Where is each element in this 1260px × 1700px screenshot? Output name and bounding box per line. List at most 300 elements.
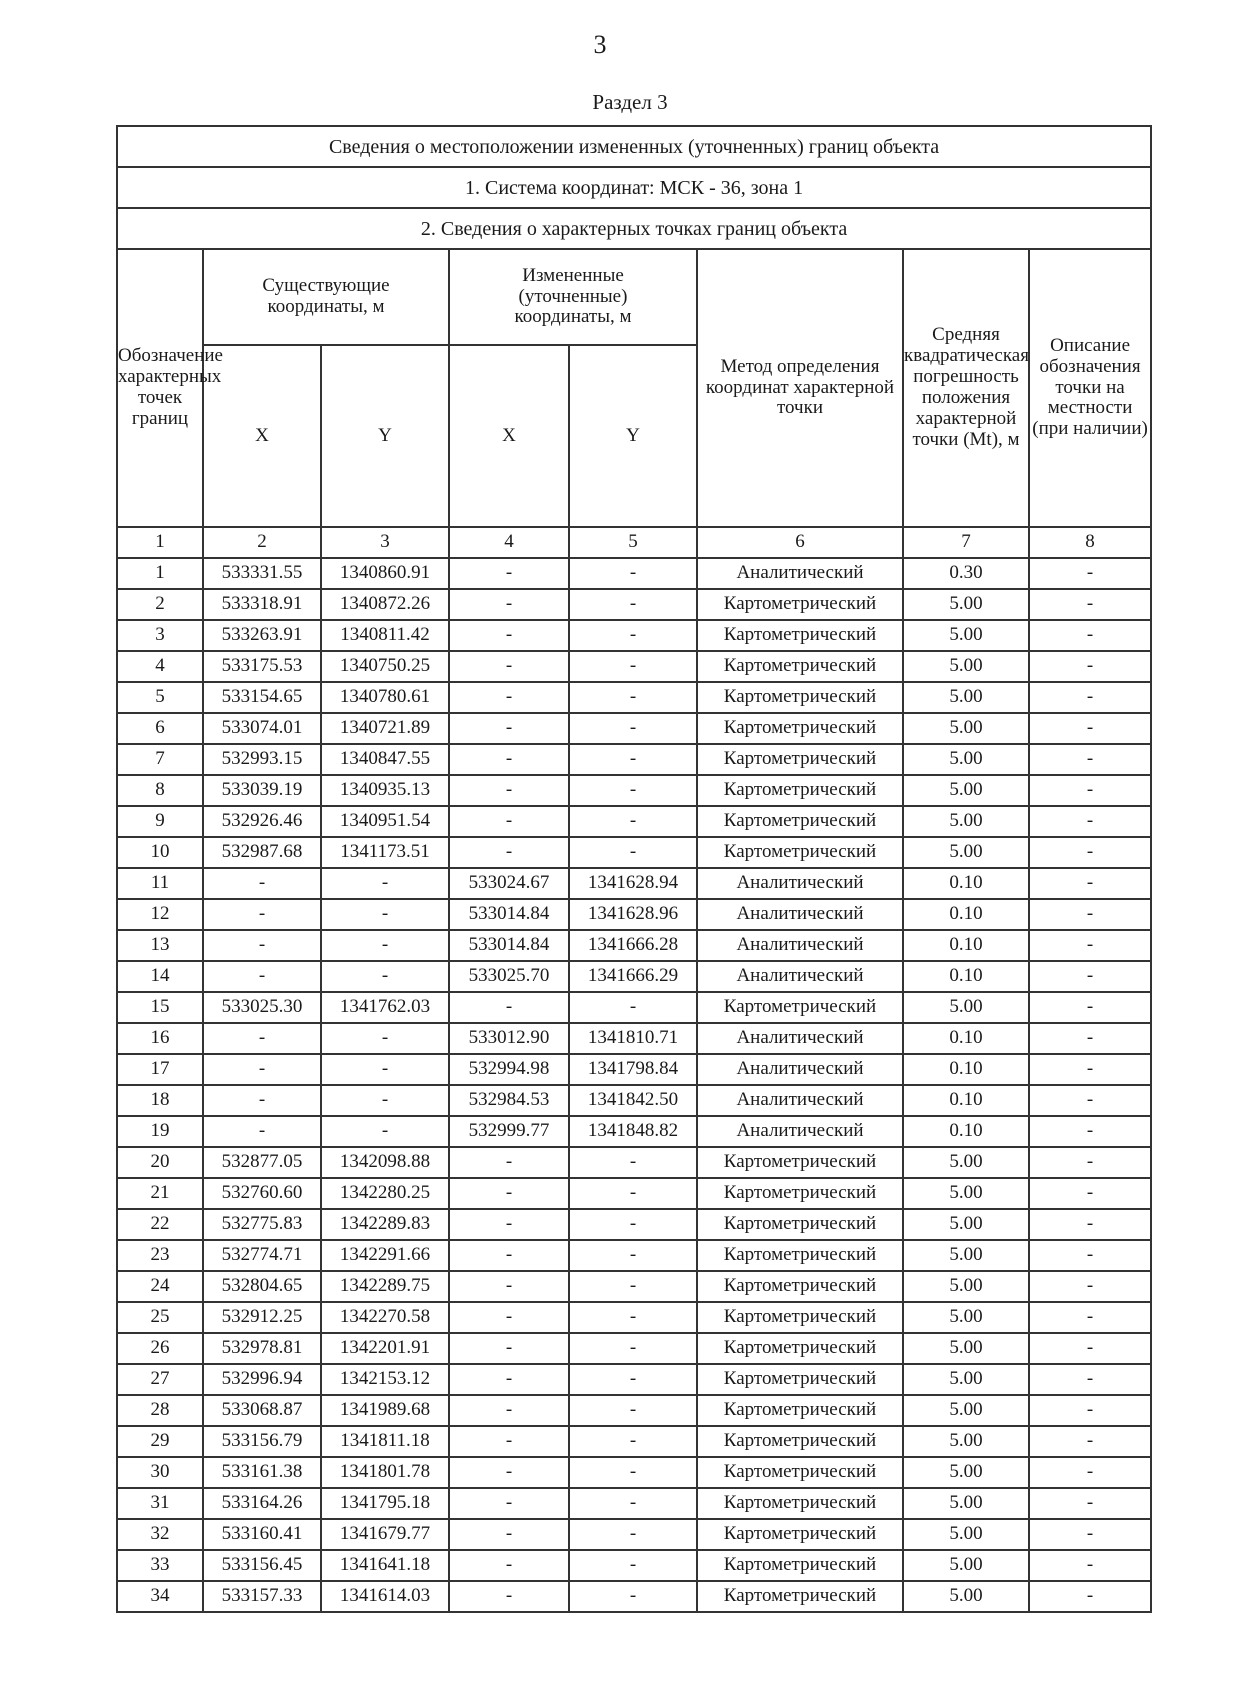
- cell-error: 5.00: [903, 589, 1029, 620]
- cell-point-id: 12: [117, 899, 203, 930]
- cell-changed-x: -: [449, 620, 569, 651]
- cell-description: -: [1029, 744, 1151, 775]
- cell-method: Картометрический: [697, 744, 903, 775]
- table-row: [117, 1581, 1151, 1612]
- cell-changed-y: 1341842.50: [569, 1085, 697, 1116]
- cell-existing-y: 1342280.25: [321, 1178, 449, 1209]
- cell-method: Картометрический: [697, 620, 903, 651]
- cell-existing-x: 532775.83: [203, 1209, 321, 1240]
- cell-existing-x: -: [203, 899, 321, 930]
- cell-method: Картометрический: [697, 837, 903, 868]
- cell-existing-x: -: [203, 930, 321, 961]
- column-number: 3: [321, 527, 449, 558]
- cell-point-id: 24: [117, 1271, 203, 1302]
- boundary-points-table: [116, 125, 1152, 1613]
- cell-description: -: [1029, 1488, 1151, 1519]
- cell-point-id: 25: [117, 1302, 203, 1333]
- cell-existing-x: 533039.19: [203, 775, 321, 806]
- cell-error: 5.00: [903, 1271, 1029, 1302]
- table-row: [117, 682, 1151, 713]
- cell-error: 5.00: [903, 1457, 1029, 1488]
- cell-changed-y: 1341628.96: [569, 899, 697, 930]
- cell-changed-x: 532994.98: [449, 1054, 569, 1085]
- cell-error: 5.00: [903, 713, 1029, 744]
- cell-point-id: 19: [117, 1116, 203, 1147]
- header-changed-x: X: [449, 345, 569, 527]
- cell-changed-y: -: [569, 1488, 697, 1519]
- cell-error: 0.30: [903, 558, 1029, 589]
- cell-existing-x: -: [203, 961, 321, 992]
- cell-changed-x: -: [449, 806, 569, 837]
- cell-point-id: 1: [117, 558, 203, 589]
- header-point-id: Обозначение характерных точек границ: [117, 249, 203, 527]
- cell-existing-y: 1342289.83: [321, 1209, 449, 1240]
- cell-description: -: [1029, 1333, 1151, 1364]
- table-title: Сведения о местоположении измененных (уточненных) границ объекта: [117, 126, 1151, 167]
- cell-existing-y: -: [321, 1054, 449, 1085]
- cell-existing-y: 1341811.18: [321, 1426, 449, 1457]
- cell-point-id: 2: [117, 589, 203, 620]
- cell-point-id: 30: [117, 1457, 203, 1488]
- cell-changed-x: -: [449, 744, 569, 775]
- cell-error: 0.10: [903, 1054, 1029, 1085]
- cell-error: 5.00: [903, 1488, 1029, 1519]
- cell-changed-y: -: [569, 744, 697, 775]
- header-changed-coordinates: Измененные (уточненные) координаты, м: [449, 249, 697, 345]
- cell-changed-x: -: [449, 1147, 569, 1178]
- cell-changed-x: -: [449, 1550, 569, 1581]
- cell-point-id: 20: [117, 1147, 203, 1178]
- cell-point-id: 26: [117, 1333, 203, 1364]
- table-row: [117, 1457, 1151, 1488]
- cell-point-id: 33: [117, 1550, 203, 1581]
- cell-existing-x: 532978.81: [203, 1333, 321, 1364]
- cell-description: -: [1029, 1457, 1151, 1488]
- cell-description: -: [1029, 1209, 1151, 1240]
- cell-existing-x: -: [203, 1054, 321, 1085]
- cell-changed-y: -: [569, 992, 697, 1023]
- cell-existing-y: 1340951.54: [321, 806, 449, 837]
- cell-error: 5.00: [903, 806, 1029, 837]
- cell-point-id: 8: [117, 775, 203, 806]
- cell-description: -: [1029, 1147, 1151, 1178]
- cell-changed-x: -: [449, 1271, 569, 1302]
- cell-existing-y: 1341762.03: [321, 992, 449, 1023]
- cell-description: -: [1029, 589, 1151, 620]
- cell-existing-x: 533154.65: [203, 682, 321, 713]
- cell-method: Аналитический: [697, 899, 903, 930]
- cell-description: -: [1029, 713, 1151, 744]
- cell-method: Аналитический: [697, 1116, 903, 1147]
- cell-point-id: 29: [117, 1426, 203, 1457]
- cell-error: 5.00: [903, 1147, 1029, 1178]
- cell-description: -: [1029, 1085, 1151, 1116]
- cell-method: Картометрический: [697, 651, 903, 682]
- cell-point-id: 5: [117, 682, 203, 713]
- cell-method: Картометрический: [697, 806, 903, 837]
- table-row: [117, 744, 1151, 775]
- cell-changed-y: -: [569, 1550, 697, 1581]
- table-row: [117, 837, 1151, 868]
- cell-error: 0.10: [903, 899, 1029, 930]
- cell-method: Картометрический: [697, 1519, 903, 1550]
- cell-point-id: 16: [117, 1023, 203, 1054]
- cell-changed-x: -: [449, 1178, 569, 1209]
- cell-changed-x: -: [449, 1302, 569, 1333]
- cell-changed-x: -: [449, 589, 569, 620]
- cell-existing-y: -: [321, 1023, 449, 1054]
- cell-description: -: [1029, 1395, 1151, 1426]
- cell-changed-y: -: [569, 558, 697, 589]
- table-row: [117, 1147, 1151, 1178]
- cell-error: 5.00: [903, 1550, 1029, 1581]
- table-row: [117, 1395, 1151, 1426]
- cell-existing-x: 533025.30: [203, 992, 321, 1023]
- cell-error: 5.00: [903, 1209, 1029, 1240]
- table-row: [117, 1054, 1151, 1085]
- cell-point-id: 23: [117, 1240, 203, 1271]
- cell-changed-y: -: [569, 1178, 697, 1209]
- cell-method: Картометрический: [697, 775, 903, 806]
- table-row: [117, 992, 1151, 1023]
- cell-method: Картометрический: [697, 1302, 903, 1333]
- table-row: [117, 1519, 1151, 1550]
- cell-changed-y: -: [569, 1147, 697, 1178]
- cell-existing-y: 1340935.13: [321, 775, 449, 806]
- cell-changed-y: -: [569, 1364, 697, 1395]
- table-row: [117, 1364, 1151, 1395]
- cell-description: -: [1029, 1023, 1151, 1054]
- table-row: [117, 1116, 1151, 1147]
- column-number-row: [117, 527, 1151, 558]
- cell-point-id: 11: [117, 868, 203, 899]
- cell-changed-y: -: [569, 651, 697, 682]
- cell-existing-x: 533175.53: [203, 651, 321, 682]
- table-row: [117, 1271, 1151, 1302]
- section-title: Раздел 3: [592, 90, 668, 114]
- cell-changed-x: -: [449, 682, 569, 713]
- cell-method: Аналитический: [697, 868, 903, 899]
- cell-existing-y: 1340780.61: [321, 682, 449, 713]
- cell-changed-y: -: [569, 1209, 697, 1240]
- cell-existing-x: 533160.41: [203, 1519, 321, 1550]
- table-row: [117, 806, 1151, 837]
- cell-error: 0.10: [903, 1023, 1029, 1054]
- cell-existing-y: -: [321, 930, 449, 961]
- cell-existing-y: 1342270.58: [321, 1302, 449, 1333]
- cell-method: Картометрический: [697, 1333, 903, 1364]
- column-number: 7: [903, 527, 1029, 558]
- cell-changed-y: -: [569, 1519, 697, 1550]
- cell-existing-x: 532996.94: [203, 1364, 321, 1395]
- cell-error: 5.00: [903, 1395, 1029, 1426]
- cell-description: -: [1029, 899, 1151, 930]
- table-row: [117, 1209, 1151, 1240]
- cell-changed-x: 533014.84: [449, 899, 569, 930]
- cell-error: 5.00: [903, 682, 1029, 713]
- cell-error: 5.00: [903, 992, 1029, 1023]
- cell-error: 0.10: [903, 1085, 1029, 1116]
- cell-method: Аналитический: [697, 558, 903, 589]
- table-row: [117, 961, 1151, 992]
- header-changed-y: Y: [569, 345, 697, 527]
- cell-changed-y: -: [569, 806, 697, 837]
- header-existing-x: X: [203, 345, 321, 527]
- cell-method: Картометрический: [697, 1581, 903, 1612]
- cell-point-id: 31: [117, 1488, 203, 1519]
- cell-point-id: 4: [117, 651, 203, 682]
- table-row: [117, 1178, 1151, 1209]
- column-number: 2: [203, 527, 321, 558]
- cell-point-id: 9: [117, 806, 203, 837]
- cell-existing-y: -: [321, 961, 449, 992]
- cell-error: 0.10: [903, 961, 1029, 992]
- cell-existing-x: 533164.26: [203, 1488, 321, 1519]
- cell-description: -: [1029, 651, 1151, 682]
- cell-method: Аналитический: [697, 930, 903, 961]
- cell-error: 5.00: [903, 775, 1029, 806]
- cell-description: -: [1029, 806, 1151, 837]
- cell-existing-x: 532804.65: [203, 1271, 321, 1302]
- cell-existing-y: -: [321, 1116, 449, 1147]
- cell-error: 0.10: [903, 930, 1029, 961]
- cell-existing-x: 532926.46: [203, 806, 321, 837]
- cell-description: -: [1029, 1302, 1151, 1333]
- table-row: [117, 775, 1151, 806]
- cell-existing-x: 532993.15: [203, 744, 321, 775]
- cell-changed-y: -: [569, 620, 697, 651]
- cell-existing-x: 533074.01: [203, 713, 321, 744]
- cell-changed-x: 533014.84: [449, 930, 569, 961]
- table-row: [117, 868, 1151, 899]
- cell-existing-y: 1342098.88: [321, 1147, 449, 1178]
- page-number: 3: [593, 30, 607, 59]
- column-number: 4: [449, 527, 569, 558]
- cell-error: 5.00: [903, 1364, 1029, 1395]
- cell-changed-y: 1341798.84: [569, 1054, 697, 1085]
- cell-error: 0.10: [903, 1116, 1029, 1147]
- cell-error: 5.00: [903, 744, 1029, 775]
- header-existing-coordinates: Существующие координаты, м: [203, 249, 449, 345]
- header-method: Метод определения координат характерной точки: [697, 249, 903, 527]
- table-row: [117, 558, 1151, 589]
- table-row: [117, 1085, 1151, 1116]
- cell-existing-x: 532987.68: [203, 837, 321, 868]
- cell-existing-x: 533161.38: [203, 1457, 321, 1488]
- cell-changed-y: -: [569, 713, 697, 744]
- column-number: 5: [569, 527, 697, 558]
- cell-existing-x: 532877.05: [203, 1147, 321, 1178]
- cell-point-id: 3: [117, 620, 203, 651]
- cell-method: Картометрический: [697, 682, 903, 713]
- cell-changed-x: 532999.77: [449, 1116, 569, 1147]
- cell-error: 5.00: [903, 620, 1029, 651]
- cell-existing-y: 1341173.51: [321, 837, 449, 868]
- cell-point-id: 6: [117, 713, 203, 744]
- cell-changed-y: -: [569, 682, 697, 713]
- cell-method: Картометрический: [697, 1178, 903, 1209]
- column-number: 6: [697, 527, 903, 558]
- cell-existing-x: -: [203, 868, 321, 899]
- cell-method: Картометрический: [697, 1426, 903, 1457]
- cell-description: -: [1029, 1178, 1151, 1209]
- cell-point-id: 14: [117, 961, 203, 992]
- cell-changed-y: -: [569, 1333, 697, 1364]
- cell-point-id: 22: [117, 1209, 203, 1240]
- cell-error: 5.00: [903, 1333, 1029, 1364]
- cell-changed-x: -: [449, 1519, 569, 1550]
- cell-existing-y: 1342291.66: [321, 1240, 449, 1271]
- table-row: [117, 589, 1151, 620]
- cell-existing-y: 1340872.26: [321, 589, 449, 620]
- table-row: [117, 1550, 1151, 1581]
- cell-method: Картометрический: [697, 589, 903, 620]
- cell-changed-y: -: [569, 589, 697, 620]
- cell-changed-y: -: [569, 1240, 697, 1271]
- cell-changed-x: 533012.90: [449, 1023, 569, 1054]
- cell-point-id: 13: [117, 930, 203, 961]
- cell-existing-y: -: [321, 899, 449, 930]
- cell-error: 5.00: [903, 1426, 1029, 1457]
- cell-changed-y: 1341666.28: [569, 930, 697, 961]
- cell-method: Картометрический: [697, 1209, 903, 1240]
- cell-method: Аналитический: [697, 1054, 903, 1085]
- cell-description: -: [1029, 558, 1151, 589]
- cell-existing-y: 1340750.25: [321, 651, 449, 682]
- cell-error: 0.10: [903, 868, 1029, 899]
- cell-description: -: [1029, 620, 1151, 651]
- cell-point-id: 7: [117, 744, 203, 775]
- cell-method: Аналитический: [697, 1085, 903, 1116]
- cell-existing-y: 1340860.91: [321, 558, 449, 589]
- cell-changed-y: -: [569, 837, 697, 868]
- cell-changed-y: -: [569, 775, 697, 806]
- table-row: [117, 1023, 1151, 1054]
- cell-error: 5.00: [903, 1519, 1029, 1550]
- cell-existing-x: 532760.60: [203, 1178, 321, 1209]
- table-row: [117, 1426, 1151, 1457]
- cell-changed-y: 1341848.82: [569, 1116, 697, 1147]
- cell-existing-x: 533318.91: [203, 589, 321, 620]
- cell-method: Картометрический: [697, 1457, 903, 1488]
- cell-existing-y: 1340847.55: [321, 744, 449, 775]
- cell-point-id: 18: [117, 1085, 203, 1116]
- cell-description: -: [1029, 961, 1151, 992]
- cell-point-id: 21: [117, 1178, 203, 1209]
- table-row: [117, 899, 1151, 930]
- cell-existing-x: 533156.79: [203, 1426, 321, 1457]
- cell-error: 5.00: [903, 1581, 1029, 1612]
- cell-changed-x: -: [449, 1364, 569, 1395]
- cell-description: -: [1029, 1364, 1151, 1395]
- cell-changed-x: -: [449, 558, 569, 589]
- cell-method: Картометрический: [697, 1271, 903, 1302]
- cell-existing-y: 1341679.77: [321, 1519, 449, 1550]
- cell-method: Картометрический: [697, 1364, 903, 1395]
- header-existing-y: Y: [321, 345, 449, 527]
- table-row: [117, 1240, 1151, 1271]
- cell-point-id: 28: [117, 1395, 203, 1426]
- cell-existing-y: -: [321, 1085, 449, 1116]
- table-row: [117, 651, 1151, 682]
- cell-error: 5.00: [903, 651, 1029, 682]
- table-row: [117, 713, 1151, 744]
- cell-existing-y: 1341641.18: [321, 1550, 449, 1581]
- cell-existing-y: 1342201.91: [321, 1333, 449, 1364]
- cell-description: -: [1029, 1519, 1151, 1550]
- cell-changed-y: -: [569, 1426, 697, 1457]
- cell-changed-x: 533025.70: [449, 961, 569, 992]
- cell-point-id: 10: [117, 837, 203, 868]
- cell-error: 5.00: [903, 837, 1029, 868]
- table-row: [117, 1302, 1151, 1333]
- cell-changed-x: 532984.53: [449, 1085, 569, 1116]
- cell-method: Картометрический: [697, 1488, 903, 1519]
- cell-changed-x: -: [449, 713, 569, 744]
- cell-error: 5.00: [903, 1302, 1029, 1333]
- cell-method: Картометрический: [697, 1240, 903, 1271]
- cell-description: -: [1029, 1271, 1151, 1302]
- cell-existing-x: 532912.25: [203, 1302, 321, 1333]
- cell-changed-y: 1341810.71: [569, 1023, 697, 1054]
- column-number: 8: [1029, 527, 1151, 558]
- header-description: Описание обозначения точки на местности (при наличии): [1029, 249, 1151, 527]
- cell-description: -: [1029, 775, 1151, 806]
- cell-existing-y: 1340721.89: [321, 713, 449, 744]
- cell-changed-x: -: [449, 651, 569, 682]
- cell-changed-y: -: [569, 1302, 697, 1333]
- cell-description: -: [1029, 992, 1151, 1023]
- cell-changed-x: -: [449, 775, 569, 806]
- cell-error: 5.00: [903, 1178, 1029, 1209]
- cell-description: -: [1029, 1426, 1151, 1457]
- cell-description: -: [1029, 837, 1151, 868]
- cell-existing-x: 533068.87: [203, 1395, 321, 1426]
- cell-existing-y: 1342153.12: [321, 1364, 449, 1395]
- table-row: [117, 1333, 1151, 1364]
- cell-method: Картометрический: [697, 992, 903, 1023]
- cell-description: -: [1029, 682, 1151, 713]
- cell-description: -: [1029, 930, 1151, 961]
- cell-method: Картометрический: [697, 1395, 903, 1426]
- cell-existing-y: -: [321, 868, 449, 899]
- cell-method: Картометрический: [697, 1147, 903, 1178]
- cell-existing-y: 1341989.68: [321, 1395, 449, 1426]
- cell-existing-x: -: [203, 1116, 321, 1147]
- cell-existing-x: 533331.55: [203, 558, 321, 589]
- cell-changed-y: 1341628.94: [569, 868, 697, 899]
- cell-changed-x: -: [449, 1457, 569, 1488]
- cell-description: -: [1029, 1116, 1151, 1147]
- cell-existing-y: 1342289.75: [321, 1271, 449, 1302]
- cell-existing-x: 532774.71: [203, 1240, 321, 1271]
- cell-changed-y: -: [569, 1395, 697, 1426]
- cell-changed-y: -: [569, 1457, 697, 1488]
- cell-description: -: [1029, 868, 1151, 899]
- table-row: [117, 930, 1151, 961]
- cell-changed-y: 1341666.29: [569, 961, 697, 992]
- header-error: Средняя квадратическая погрешность положения характерной точки (Mt), м: [903, 249, 1029, 527]
- cell-changed-y: -: [569, 1581, 697, 1612]
- cell-existing-x: 533263.91: [203, 620, 321, 651]
- cell-error: 5.00: [903, 1240, 1029, 1271]
- cell-existing-x: 533157.33: [203, 1581, 321, 1612]
- cell-changed-x: -: [449, 1395, 569, 1426]
- cell-method: Картометрический: [697, 1550, 903, 1581]
- cell-changed-x: 533024.67: [449, 868, 569, 899]
- cell-point-id: 32: [117, 1519, 203, 1550]
- cell-changed-x: -: [449, 992, 569, 1023]
